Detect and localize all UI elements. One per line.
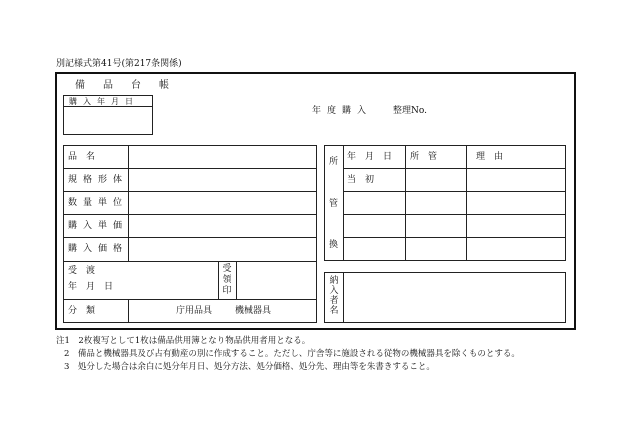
year-purchase-label: 年度購入 <box>312 106 373 116</box>
note-2: 2 備品と機械器具及び占有動産の別に作成すること。ただし、庁舎等に施設される従物の機械器具を除くものとする。 <box>64 349 520 359</box>
mgmt-side-3: 換 <box>329 240 339 250</box>
management-no-label: 整理No. <box>393 106 427 116</box>
row-item-name: 品 名 <box>68 152 96 162</box>
category-office-supplies: 庁用品具 <box>176 306 213 316</box>
note-3: 3 処分した場合は余白に処分年月日、処分方法、処分価格、処分先、理由等を朱書きすること。 <box>64 362 435 372</box>
mgmt-col-reason: 理 由 <box>476 152 504 162</box>
row-transfer-label: 受 渡 <box>68 266 96 276</box>
row-transfer-date: 年 月 日 <box>68 282 114 292</box>
row-spec-form: 規格形体 <box>68 175 129 185</box>
receipt-seal-label: 受領印 <box>222 264 232 296</box>
purchase-date-label: 購入年月日 <box>69 97 139 106</box>
mgmt-side-2: 管 <box>329 199 339 209</box>
delivery-label: 納入者名 <box>329 276 339 316</box>
row-purchase-price: 購入価格 <box>68 244 129 254</box>
note-1: 注1 2枚複写として1枚は備品供用簿となり物品供用者用となる。 <box>56 336 311 346</box>
form-header: 別記様式第41号(第217条関係) <box>56 59 182 69</box>
row-quantity-unit: 数量単位 <box>68 198 129 208</box>
category-machinery: 機械器具 <box>235 306 272 316</box>
mgmt-side-1: 所 <box>329 157 339 167</box>
mgmt-initial: 当 初 <box>347 175 375 185</box>
management-table <box>324 145 566 261</box>
item-table <box>63 145 317 323</box>
mgmt-col-date: 年 月 日 <box>347 152 393 162</box>
row-unit-price: 購入単価 <box>68 221 129 231</box>
ledger-title: 備 品 台 帳 <box>75 80 173 91</box>
delivery-table <box>324 272 566 323</box>
row-category: 分 類 <box>68 306 96 316</box>
mgmt-col-office: 所 管 <box>410 152 438 162</box>
